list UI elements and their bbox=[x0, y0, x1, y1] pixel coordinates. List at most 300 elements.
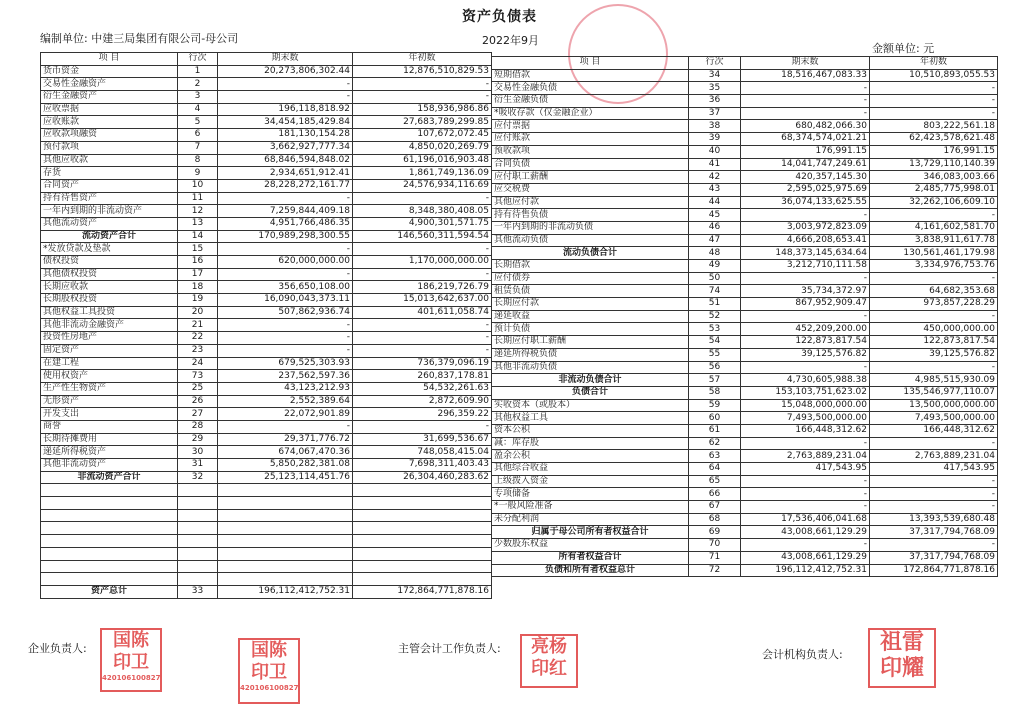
row-number: 12 bbox=[178, 205, 218, 218]
table-row bbox=[41, 103, 492, 116]
row-number: 40 bbox=[689, 145, 741, 158]
report-title: 资产负债表 bbox=[462, 9, 537, 25]
row-label: 持有待售负债 bbox=[492, 209, 689, 222]
row-label: 衍生金融负债 bbox=[492, 95, 689, 108]
table-row bbox=[492, 551, 998, 564]
period-end-value: - bbox=[218, 332, 353, 345]
table-row bbox=[492, 107, 998, 120]
table-row bbox=[492, 513, 998, 526]
row-label: 流动负债合计 bbox=[492, 247, 689, 260]
row-label: 货币资金 bbox=[41, 65, 178, 78]
row-label: 归属于母公司所有者权益合计 bbox=[492, 526, 689, 539]
row-label: 长期应付款 bbox=[492, 298, 689, 311]
liabilities-table bbox=[491, 56, 998, 577]
table-row bbox=[492, 437, 998, 450]
table-row bbox=[41, 535, 492, 548]
period-end-value: 148,373,145,634.64 bbox=[741, 247, 870, 260]
year-start-value: 172,864,771,878.16 bbox=[353, 585, 492, 598]
table-row bbox=[41, 205, 492, 218]
row-label: 应付债券 bbox=[492, 272, 689, 285]
table-row bbox=[41, 585, 492, 598]
table-row bbox=[492, 95, 998, 108]
year-start-value: - bbox=[870, 209, 998, 222]
table-row bbox=[492, 361, 998, 374]
row-number: 55 bbox=[689, 348, 741, 361]
period-end-value: 237,562,597.36 bbox=[218, 370, 353, 383]
row-label bbox=[41, 484, 178, 497]
row-number: 25 bbox=[178, 382, 218, 395]
year-start-value: - bbox=[870, 361, 998, 374]
period-end-value: 22,072,901.89 bbox=[218, 408, 353, 421]
period-end-value: 680,482,066.30 bbox=[741, 120, 870, 133]
year-start-value: - bbox=[353, 78, 492, 91]
row-number: 23 bbox=[178, 344, 218, 357]
table-row bbox=[492, 145, 998, 158]
row-number: 7 bbox=[178, 141, 218, 154]
year-start-value: 1,861,749,136.09 bbox=[353, 167, 492, 180]
period-end-value: 7,493,500,000.00 bbox=[741, 412, 870, 425]
row-number: 64 bbox=[689, 463, 741, 476]
table-row bbox=[41, 294, 492, 307]
stamp-text: 祖雷 bbox=[879, 630, 924, 655]
period-end-value: 196,112,412,752.31 bbox=[218, 585, 353, 598]
period-end-value: 68,374,574,021.21 bbox=[741, 133, 870, 146]
period-end-value: 2,763,889,231.04 bbox=[741, 450, 870, 463]
row-label: 上级拨入资金 bbox=[492, 475, 689, 488]
row-label: 其他应收款 bbox=[41, 154, 178, 167]
year-start-value: 37,317,794,768.09 bbox=[870, 551, 998, 564]
year-start-value: 4,900,301,571.75 bbox=[353, 217, 492, 230]
period-end-value bbox=[218, 560, 353, 573]
stamp-text: 印卫 bbox=[251, 662, 287, 683]
period-end-value: 2,595,025,975.69 bbox=[741, 183, 870, 196]
row-label: 其他流动负债 bbox=[492, 234, 689, 247]
stamp-text: 印耀 bbox=[879, 656, 924, 681]
row-number bbox=[178, 497, 218, 510]
row-number: 44 bbox=[689, 196, 741, 209]
year-start-value: 158,936,986.86 bbox=[353, 103, 492, 116]
table-row bbox=[492, 120, 998, 133]
row-label: 其他权益工具 bbox=[492, 412, 689, 425]
table-row bbox=[41, 395, 492, 408]
table-row bbox=[492, 285, 998, 298]
column-header: 期末数 bbox=[741, 57, 870, 70]
row-label: 长期应付职工薪酬 bbox=[492, 336, 689, 349]
table-row bbox=[41, 78, 492, 91]
table-row bbox=[41, 65, 492, 78]
stamp-code: 420106100827 bbox=[102, 674, 161, 682]
period-end-value: - bbox=[741, 437, 870, 450]
row-number: 58 bbox=[689, 386, 741, 399]
row-number: 20 bbox=[178, 306, 218, 319]
table-row bbox=[492, 399, 998, 412]
period-end-value bbox=[218, 547, 353, 560]
row-number bbox=[178, 522, 218, 535]
year-start-value: 401,611,058.74 bbox=[353, 306, 492, 319]
table-row bbox=[492, 412, 998, 425]
period-end-value: 867,952,909.47 bbox=[741, 298, 870, 311]
table-row bbox=[41, 547, 492, 560]
year-start-value: 146,560,311,594.54 bbox=[353, 230, 492, 243]
year-start-value: 2,872,609.90 bbox=[353, 395, 492, 408]
period-end-value: 17,536,406,041.68 bbox=[741, 513, 870, 526]
report-period: 2022年9月 bbox=[482, 34, 539, 47]
personal-stamp-3 bbox=[520, 634, 578, 688]
table-row bbox=[492, 564, 998, 577]
row-label: 其他权益工具投资 bbox=[41, 306, 178, 319]
period-end-value: - bbox=[218, 344, 353, 357]
period-end-value: 35,734,372.97 bbox=[741, 285, 870, 298]
year-start-value: 450,000,000.00 bbox=[870, 323, 998, 336]
row-label: 一年内到期的非流动负债 bbox=[492, 221, 689, 234]
period-end-value: 452,209,200.00 bbox=[741, 323, 870, 336]
table-row bbox=[41, 268, 492, 281]
year-start-value: 27,683,789,299.85 bbox=[353, 116, 492, 129]
row-number: 21 bbox=[178, 319, 218, 332]
row-label: 应付账款 bbox=[492, 133, 689, 146]
year-start-value bbox=[353, 573, 492, 586]
year-start-value: 135,546,977,110.07 bbox=[870, 386, 998, 399]
column-header: 行次 bbox=[178, 53, 218, 66]
table-row bbox=[41, 357, 492, 370]
period-end-value: 170,989,298,300.55 bbox=[218, 230, 353, 243]
year-start-value: 37,317,794,768.09 bbox=[870, 526, 998, 539]
year-start-value: - bbox=[353, 91, 492, 104]
row-number: 8 bbox=[178, 154, 218, 167]
row-label bbox=[41, 535, 178, 548]
row-number: 29 bbox=[178, 433, 218, 446]
row-number: 41 bbox=[689, 158, 741, 171]
row-number: 39 bbox=[689, 133, 741, 146]
row-number: 18 bbox=[178, 281, 218, 294]
table-row bbox=[492, 158, 998, 171]
row-label: 无形资产 bbox=[41, 395, 178, 408]
column-header: 期末数 bbox=[218, 53, 353, 66]
table-row bbox=[41, 573, 492, 586]
row-number: 66 bbox=[689, 488, 741, 501]
row-number: 11 bbox=[178, 192, 218, 205]
year-start-value: 3,334,976,753.76 bbox=[870, 260, 998, 273]
year-start-value: 26,304,460,283.62 bbox=[353, 471, 492, 484]
year-start-value: 61,196,016,903.48 bbox=[353, 154, 492, 167]
row-label: 应付票据 bbox=[492, 120, 689, 133]
row-label: 递延所得税负债 bbox=[492, 348, 689, 361]
table-row bbox=[41, 509, 492, 522]
row-number: 67 bbox=[689, 501, 741, 514]
row-number: 24 bbox=[178, 357, 218, 370]
year-start-value: 4,850,020,269.79 bbox=[353, 141, 492, 154]
table-row bbox=[41, 459, 492, 472]
row-number: 62 bbox=[689, 437, 741, 450]
year-start-value: - bbox=[870, 437, 998, 450]
row-label: 其他非流动负债 bbox=[492, 361, 689, 374]
table-row bbox=[41, 116, 492, 129]
row-number: 10 bbox=[178, 179, 218, 192]
year-start-value: - bbox=[870, 475, 998, 488]
table-row bbox=[492, 69, 998, 82]
stamp-code: 420106100827 bbox=[240, 684, 299, 692]
personal-stamp-4 bbox=[868, 628, 936, 688]
table-row bbox=[492, 501, 998, 514]
row-label: 非流动资产合计 bbox=[41, 471, 178, 484]
year-start-value: - bbox=[353, 192, 492, 205]
table-row bbox=[492, 348, 998, 361]
row-label: 债权投资 bbox=[41, 256, 178, 269]
table-row bbox=[492, 272, 998, 285]
row-number bbox=[178, 547, 218, 560]
period-end-value: 122,873,817.54 bbox=[741, 336, 870, 349]
period-end-value: 507,862,936.74 bbox=[218, 306, 353, 319]
row-label: 非流动负债合计 bbox=[492, 374, 689, 387]
row-label: 其他非流动金融资产 bbox=[41, 319, 178, 332]
period-end-value: 2,934,651,912.41 bbox=[218, 167, 353, 180]
row-label: 盈余公积 bbox=[492, 450, 689, 463]
period-end-value: - bbox=[741, 539, 870, 552]
row-number: 6 bbox=[178, 129, 218, 142]
row-number: 13 bbox=[178, 217, 218, 230]
period-end-value: 2,552,389.64 bbox=[218, 395, 353, 408]
row-number: 2 bbox=[178, 78, 218, 91]
period-end-value: 43,008,661,129.29 bbox=[741, 551, 870, 564]
year-start-value: 122,873,817.54 bbox=[870, 336, 998, 349]
year-start-value: 3,838,911,617.78 bbox=[870, 234, 998, 247]
row-label: 少数股东权益 bbox=[492, 539, 689, 552]
period-end-value: - bbox=[741, 310, 870, 323]
column-header: 项 目 bbox=[41, 53, 178, 66]
year-start-value bbox=[353, 497, 492, 510]
stamp-text: 印卫 bbox=[113, 652, 149, 673]
row-label bbox=[41, 497, 178, 510]
row-number: 34 bbox=[689, 69, 741, 82]
row-label: 交易性金融负债 bbox=[492, 82, 689, 95]
year-start-value: 32,262,106,609.10 bbox=[870, 196, 998, 209]
year-start-value: 107,672,072.45 bbox=[353, 129, 492, 142]
row-label: 短期借款 bbox=[492, 69, 689, 82]
period-end-value bbox=[218, 573, 353, 586]
company-name: 编制单位: 中建三局集团有限公司-母公司 bbox=[40, 32, 239, 45]
year-start-value: - bbox=[870, 272, 998, 285]
year-start-value bbox=[353, 509, 492, 522]
row-number: 16 bbox=[178, 256, 218, 269]
period-end-value: 679,525,303.93 bbox=[218, 357, 353, 370]
table-row bbox=[41, 129, 492, 142]
row-label: 投资性房地产 bbox=[41, 332, 178, 345]
row-label: 生产性生物资产 bbox=[41, 382, 178, 395]
year-start-value: 4,161,602,581.70 bbox=[870, 221, 998, 234]
row-number bbox=[178, 509, 218, 522]
period-end-value: 196,118,818.92 bbox=[218, 103, 353, 116]
row-number: 22 bbox=[178, 332, 218, 345]
period-end-value: 620,000,000.00 bbox=[218, 256, 353, 269]
row-number: 51 bbox=[689, 298, 741, 311]
period-end-value: 29,371,776.72 bbox=[218, 433, 353, 446]
row-label: 合同资产 bbox=[41, 179, 178, 192]
stamp-text: 国陈 bbox=[113, 630, 149, 651]
currency-unit: 金额单位: 元 bbox=[872, 42, 935, 55]
row-label bbox=[41, 509, 178, 522]
row-number: 4 bbox=[178, 103, 218, 116]
row-label: 开发支出 bbox=[41, 408, 178, 421]
row-number: 14 bbox=[178, 230, 218, 243]
row-label: 租赁负债 bbox=[492, 285, 689, 298]
assets-table bbox=[40, 52, 492, 599]
year-start-value bbox=[353, 522, 492, 535]
row-number: 38 bbox=[689, 120, 741, 133]
year-start-value: - bbox=[870, 82, 998, 95]
row-number: 70 bbox=[689, 539, 741, 552]
table-row bbox=[492, 133, 998, 146]
row-number: 50 bbox=[689, 272, 741, 285]
row-label bbox=[41, 547, 178, 560]
row-label: 其他应付款 bbox=[492, 196, 689, 209]
row-label bbox=[41, 560, 178, 573]
period-end-value: 68,846,594,848.02 bbox=[218, 154, 353, 167]
table-row bbox=[41, 522, 492, 535]
row-number: 54 bbox=[689, 336, 741, 349]
year-start-value: 54,532,261.63 bbox=[353, 382, 492, 395]
year-start-value: 2,763,889,231.04 bbox=[870, 450, 998, 463]
year-start-value: 62,423,578,621.48 bbox=[870, 133, 998, 146]
stamp-text: 印红 bbox=[531, 658, 567, 679]
period-end-value: 420,357,145.30 bbox=[741, 171, 870, 184]
period-end-value bbox=[218, 535, 353, 548]
period-end-value: - bbox=[218, 91, 353, 104]
row-label: 其他非流动资产 bbox=[41, 459, 178, 472]
table-row bbox=[492, 82, 998, 95]
period-end-value: - bbox=[741, 488, 870, 501]
row-label: 负债和所有者权益总计 bbox=[492, 564, 689, 577]
year-start-value: 7,698,311,403.43 bbox=[353, 459, 492, 472]
period-end-value: - bbox=[218, 420, 353, 433]
period-end-value: - bbox=[741, 107, 870, 120]
period-end-value: - bbox=[741, 272, 870, 285]
year-start-value: 10,510,893,055.53 bbox=[870, 69, 998, 82]
table-row bbox=[492, 336, 998, 349]
row-number: 69 bbox=[689, 526, 741, 539]
period-end-value: - bbox=[218, 319, 353, 332]
row-number: 31 bbox=[178, 459, 218, 472]
period-end-value bbox=[218, 497, 353, 510]
year-start-value: - bbox=[870, 539, 998, 552]
row-label: 减：库存股 bbox=[492, 437, 689, 450]
table-row bbox=[41, 420, 492, 433]
year-start-value: 12,876,510,829.53 bbox=[353, 65, 492, 78]
period-end-value: 417,543.95 bbox=[741, 463, 870, 476]
row-number: 48 bbox=[689, 247, 741, 260]
period-end-value: 4,951,766,486.35 bbox=[218, 217, 353, 230]
table-row bbox=[41, 281, 492, 294]
period-end-value: 3,212,710,111.58 bbox=[741, 260, 870, 273]
row-label: 应收款项融资 bbox=[41, 129, 178, 142]
row-label: 预收款项 bbox=[492, 145, 689, 158]
table-row bbox=[41, 382, 492, 395]
row-number bbox=[178, 560, 218, 573]
table-row bbox=[41, 167, 492, 180]
row-label: 所有者权益合计 bbox=[492, 551, 689, 564]
row-label: 交易性金融资产 bbox=[41, 78, 178, 91]
row-number: 56 bbox=[689, 361, 741, 374]
table-row bbox=[492, 386, 998, 399]
row-number: 57 bbox=[689, 374, 741, 387]
table-row bbox=[41, 192, 492, 205]
row-number: 33 bbox=[178, 585, 218, 598]
row-label: 固定资产 bbox=[41, 344, 178, 357]
period-end-value: 153,103,751,623.02 bbox=[741, 386, 870, 399]
column-header: 年初数 bbox=[353, 53, 492, 66]
row-label: 专项储备 bbox=[492, 488, 689, 501]
table-row bbox=[41, 217, 492, 230]
stamp-text: 国陈 bbox=[251, 640, 287, 661]
row-number: 59 bbox=[689, 399, 741, 412]
period-end-value: - bbox=[741, 475, 870, 488]
year-start-value: 417,543.95 bbox=[870, 463, 998, 476]
period-end-value bbox=[218, 509, 353, 522]
table-row bbox=[41, 154, 492, 167]
row-label: 应付职工薪酬 bbox=[492, 171, 689, 184]
period-end-value: 3,003,972,823.09 bbox=[741, 221, 870, 234]
year-start-value: 260,837,178.81 bbox=[353, 370, 492, 383]
year-start-value: 1,170,000,000.00 bbox=[353, 256, 492, 269]
row-label: 长期应收款 bbox=[41, 281, 178, 294]
period-end-value: 4,730,605,988.38 bbox=[741, 374, 870, 387]
row-number: 9 bbox=[178, 167, 218, 180]
table-row bbox=[492, 475, 998, 488]
year-start-value: 15,013,642,637.00 bbox=[353, 294, 492, 307]
row-number: 27 bbox=[178, 408, 218, 421]
year-start-value: 186,219,726.79 bbox=[353, 281, 492, 294]
row-label: 一年内到期的非流动资产 bbox=[41, 205, 178, 218]
row-number: 37 bbox=[689, 107, 741, 120]
period-end-value: 28,228,272,161.77 bbox=[218, 179, 353, 192]
year-start-value: 803,222,561.18 bbox=[870, 120, 998, 133]
agency-head-label: 会计机构负责人: bbox=[762, 648, 843, 661]
row-label: 持有待售资产 bbox=[41, 192, 178, 205]
period-end-value: 4,666,208,653.41 bbox=[741, 234, 870, 247]
stamp-text: 亮杨 bbox=[531, 636, 567, 657]
row-number: 73 bbox=[178, 370, 218, 383]
row-number: 3 bbox=[178, 91, 218, 104]
period-end-value: - bbox=[741, 95, 870, 108]
year-start-value: 973,857,228.29 bbox=[870, 298, 998, 311]
table-row bbox=[492, 196, 998, 209]
year-start-value bbox=[353, 484, 492, 497]
table-row bbox=[41, 497, 492, 510]
year-start-value: - bbox=[353, 243, 492, 256]
period-end-value: 196,112,412,752.31 bbox=[741, 564, 870, 577]
year-start-value: - bbox=[870, 310, 998, 323]
table-row bbox=[41, 344, 492, 357]
table-row bbox=[492, 260, 998, 273]
row-number: 5 bbox=[178, 116, 218, 129]
row-label: 预付款项 bbox=[41, 141, 178, 154]
row-label: 未分配利润 bbox=[492, 513, 689, 526]
row-number: 47 bbox=[689, 234, 741, 247]
period-end-value: 7,259,844,409.18 bbox=[218, 205, 353, 218]
row-number: 74 bbox=[689, 285, 741, 298]
year-start-value bbox=[353, 547, 492, 560]
table-row bbox=[492, 488, 998, 501]
period-end-value: 674,067,470.36 bbox=[218, 446, 353, 459]
table-row bbox=[492, 221, 998, 234]
row-label: 衍生金融资产 bbox=[41, 91, 178, 104]
row-number: 32 bbox=[178, 471, 218, 484]
period-end-value: - bbox=[741, 361, 870, 374]
year-start-value: - bbox=[870, 488, 998, 501]
period-end-value: 20,273,806,302.44 bbox=[218, 65, 353, 78]
period-end-value: 43,008,661,129.29 bbox=[741, 526, 870, 539]
row-number: 63 bbox=[689, 450, 741, 463]
row-label: 递延所得税资产 bbox=[41, 446, 178, 459]
